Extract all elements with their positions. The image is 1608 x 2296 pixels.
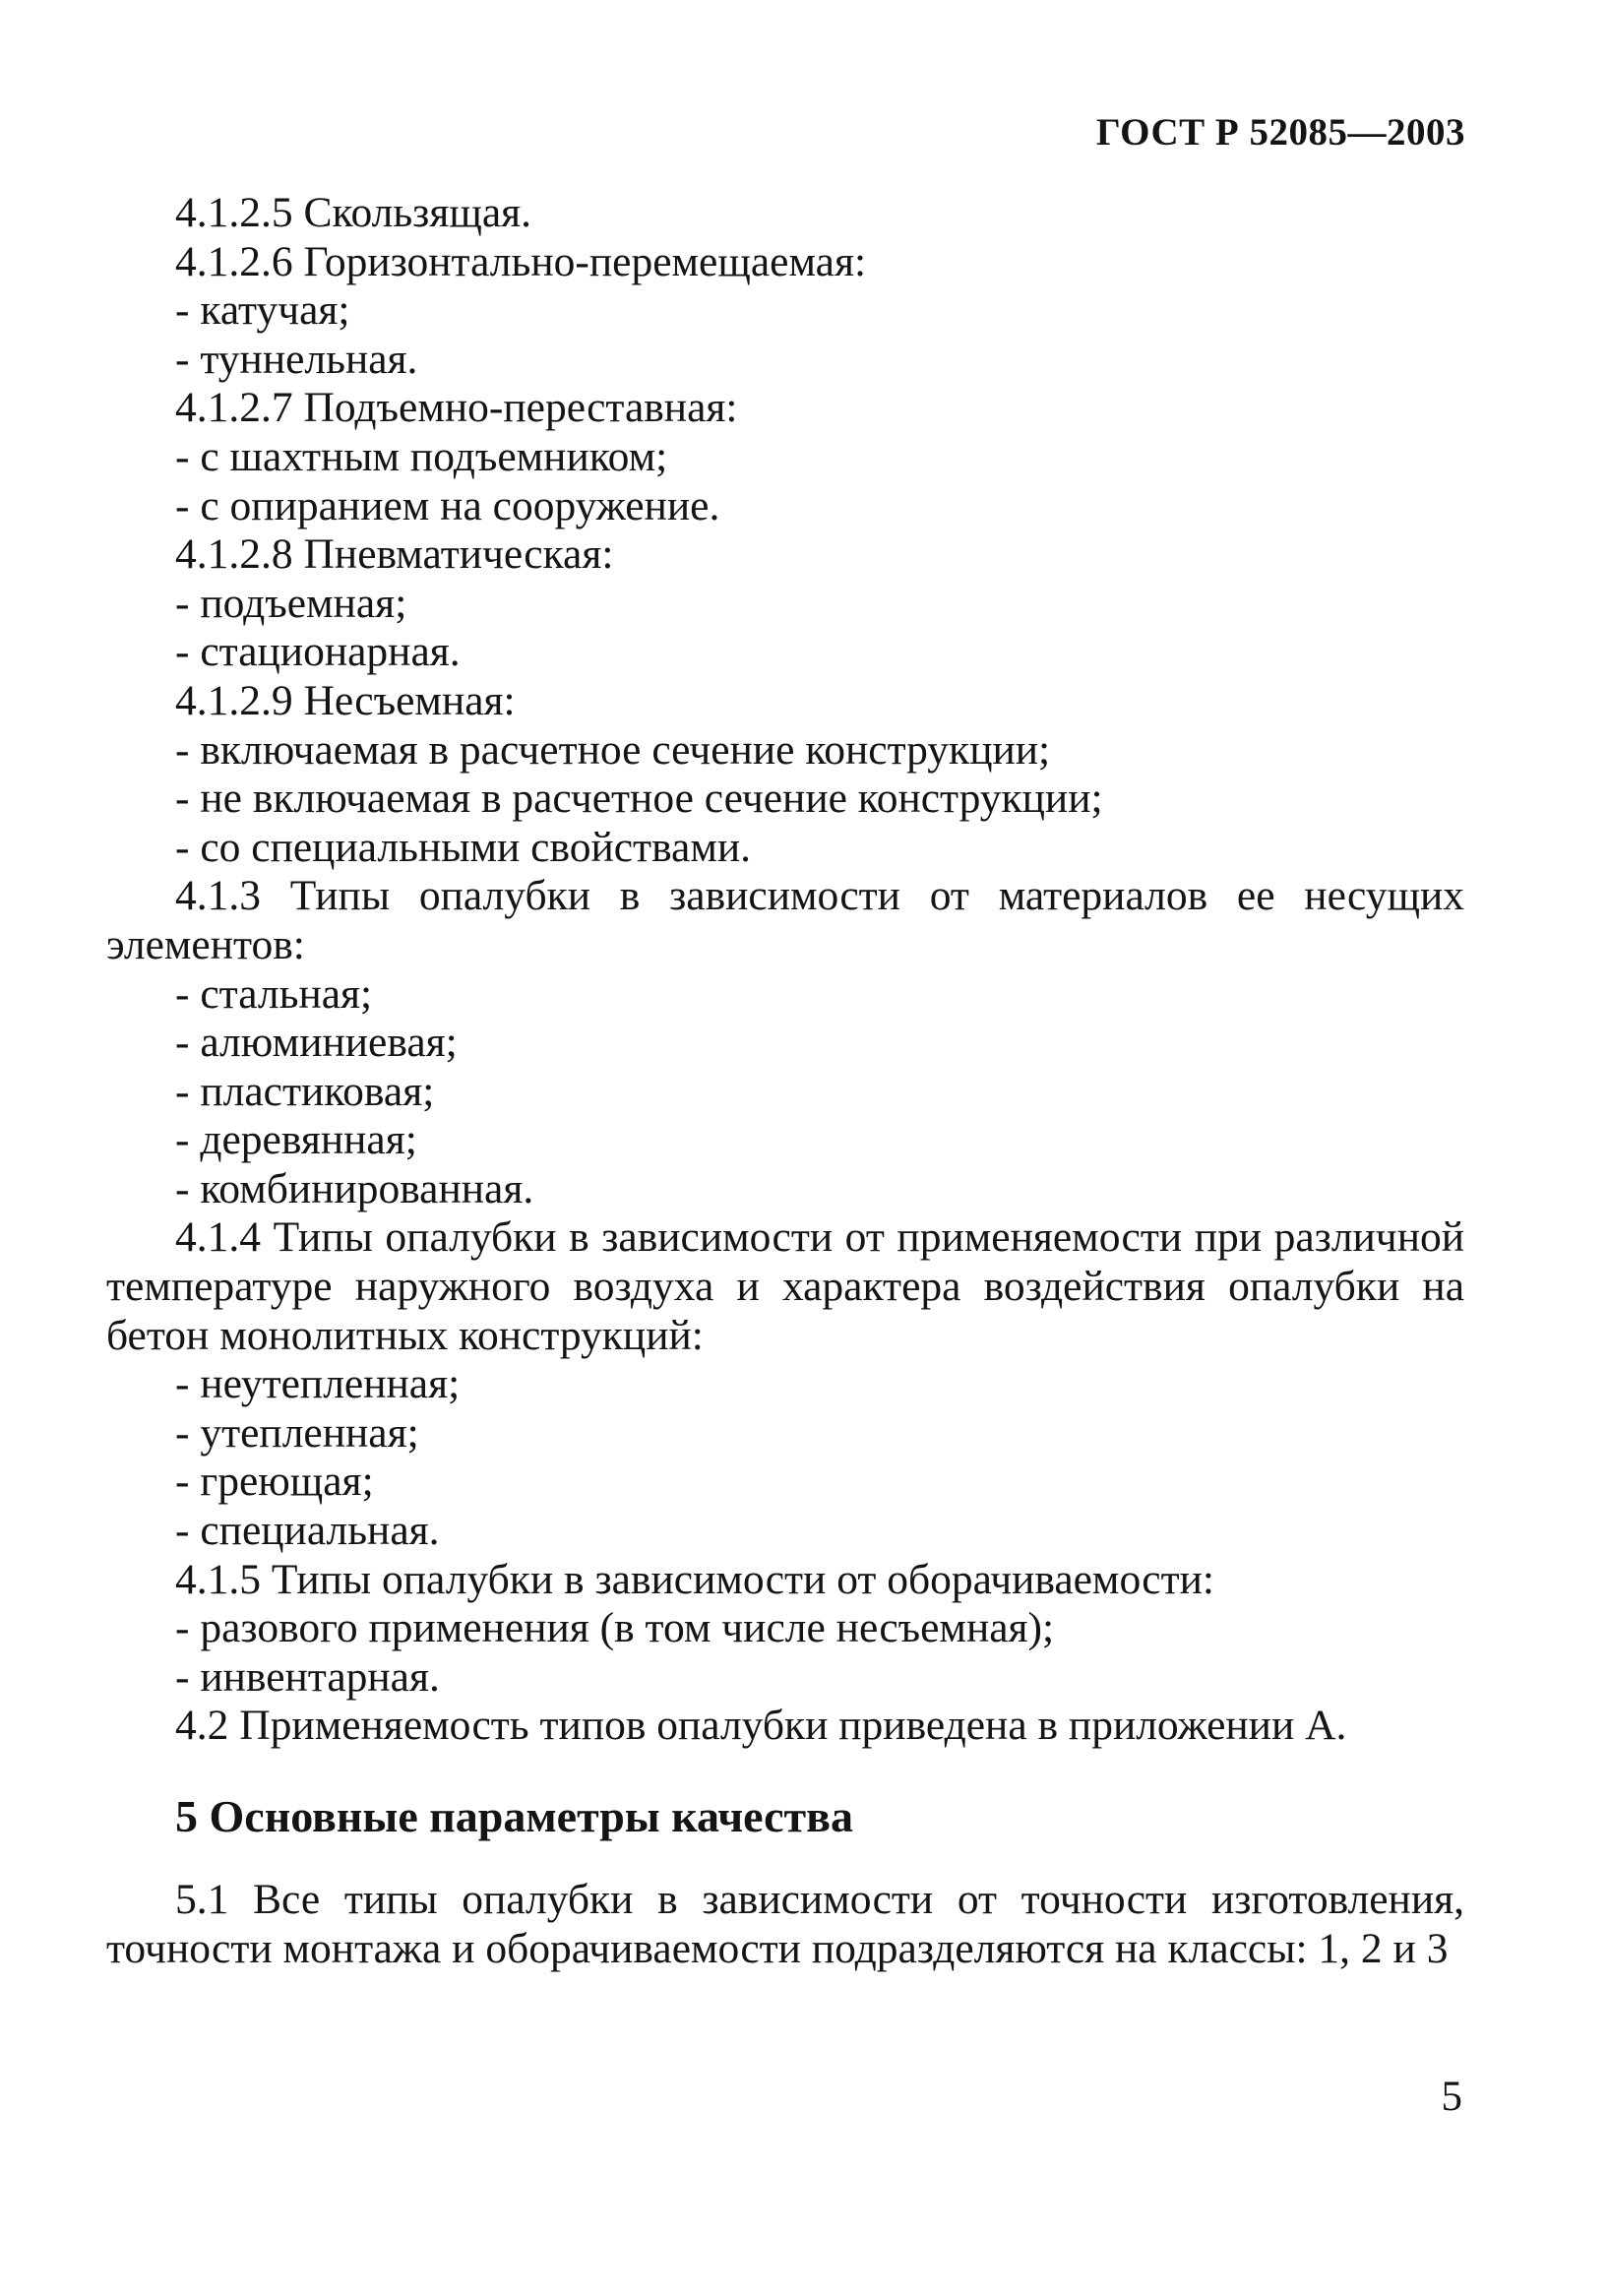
list-item: - разового применения (в том числе несъемная); bbox=[175, 1604, 1055, 1652]
list-item: 4.1.2.7 Подъемно-переставная: bbox=[175, 384, 738, 432]
document-code-header: ГОСТ Р 52085—2003 bbox=[1095, 111, 1465, 154]
list-item: - не включаемая в расчетное сечение конструкции; bbox=[175, 775, 1103, 823]
clause-4-1-4-paragraph: 4.1.4 Типы опалубки в зависимости от применяемости при различной температуре наружного воздуха и характера воздействия опалубки на бетон монолитных конструкций: bbox=[106, 1213, 1464, 1359]
list-item: - подъемная; bbox=[175, 579, 407, 627]
list-item: 4.1.2.8 Пневматическая: bbox=[175, 530, 614, 579]
list-item: - комбинированная. bbox=[175, 1164, 534, 1212]
clause-4-1-3-paragraph: 4.1.3 Типы опалубки в зависимости от материалов ее несущих элементов: bbox=[106, 872, 1464, 968]
list-item: 4.2 Применяемость типов опалубки приведена в приложении А. bbox=[175, 1702, 1347, 1750]
list-item: - с шахтным подъемником; bbox=[175, 432, 668, 480]
list-item: - греющая; bbox=[175, 1458, 374, 1506]
list-item: - алюминиевая; bbox=[175, 1019, 458, 1067]
list-item: - специальная. bbox=[175, 1507, 440, 1555]
list-item: - с опиранием на сооружение. bbox=[175, 481, 720, 529]
list-item: - со специальными свойствами. bbox=[175, 823, 752, 871]
list-item: - стальная; bbox=[175, 969, 373, 1018]
list-item: - включаемая в расчетное сечение конструкции; bbox=[175, 725, 1051, 774]
list-item: - катучая; bbox=[175, 286, 350, 335]
list-item: - инвентарная. bbox=[175, 1652, 440, 1701]
list-item: 4.1.5 Типы опалубки в зависимости от оборачиваемости: bbox=[175, 1555, 1214, 1603]
list-item: - деревянная; bbox=[175, 1116, 417, 1164]
section-heading: 5 Основные параметры качества bbox=[175, 1791, 853, 1841]
list-item: 4.1.2.9 Несъемная: bbox=[175, 676, 516, 724]
list-item: - утепленная; bbox=[175, 1408, 419, 1457]
document-body bbox=[106, 189, 1464, 1973]
page-number: 5 bbox=[1441, 2074, 1462, 2120]
list-item: - пластиковая; bbox=[175, 1067, 435, 1115]
list-item: - стационарная. bbox=[175, 628, 461, 676]
list-item: - туннельная. bbox=[175, 335, 418, 383]
list-item: - неутепленная; bbox=[175, 1360, 461, 1408]
list-item: 4.1.2.5 Скользящая. bbox=[175, 189, 532, 236]
list-item: 4.1.2.6 Горизонтально-перемещаемая: bbox=[175, 237, 867, 285]
section-paragraph: 5.1 Все типы опалубки в зависимости от точности изготовления, точности монтажа и оборачиваемости подразделяются на классы: 1, 2 и 3 bbox=[106, 1876, 1464, 1972]
